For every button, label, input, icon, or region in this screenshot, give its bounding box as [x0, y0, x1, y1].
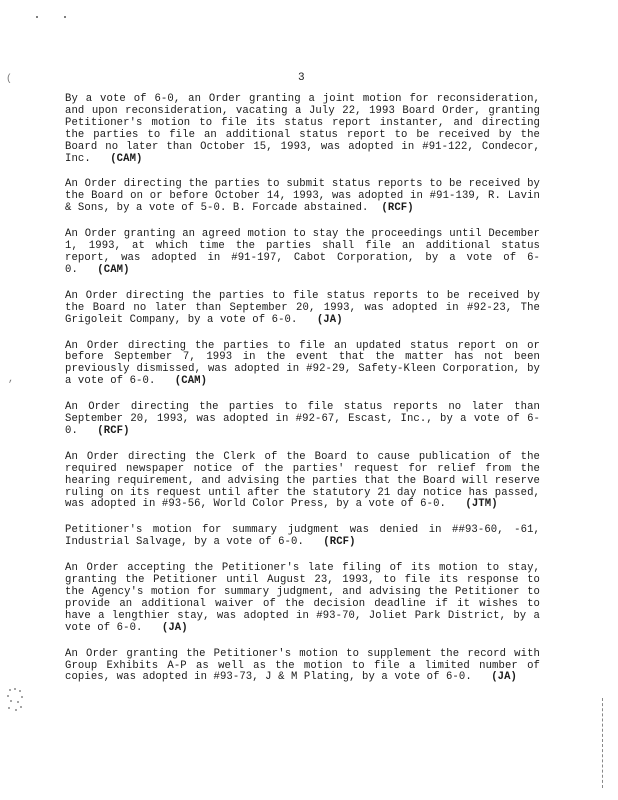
paragraph: An Order granting an agreed motion to stay the proceedings until December 1, 1993, at which time the parties shall file an additional status report, was adopted in #91-197, Cabot Corporation, by a vote of 6-0. (CAM) — [65, 228, 540, 276]
paragraph: An Order directing the parties to file an updated status report on or before September 7, 1993 in the event that the matter has not been previously dismissed, was adopted in #92-29, Safety-Kleen Corporation, by a vote of 6-0. (CAM) — [65, 339, 540, 388]
initials: (JTM) — [465, 498, 498, 511]
initials: (CAM) — [174, 375, 208, 388]
margin-mark: , — [8, 374, 15, 385]
paragraph: An Order directing the parties to submit status reports to be received by the Board on or before October 14, 1993, was adopted in #91-139, R. Lavin & Sons, by a vote of 5-0. B. Forcade abstained. (RCF) — [65, 178, 540, 215]
initials: (RCF) — [381, 202, 414, 215]
initials: (CAM) — [97, 263, 130, 276]
page-number: 3 — [298, 72, 305, 84]
initials: (RCF) — [97, 424, 130, 437]
initials: (JA) — [316, 313, 343, 326]
paragraph: By a vote of 6-0, an Order granting a joint motion for reconsideration, and upon reconsideration, vacating a July 22, 1993 Board Order, granting Petitioner's motion to file its status report instanter, and directing the parties to file an additional status report to be received by the Board no later than October 15, 1993, was adopted in #91-122, Condecor, Inc. (CAM) — [65, 93, 540, 165]
paragraph: An Order directing the Clerk of the Board to cause publication of the required newspaper notice of the parties' request for relief from the hearing requirement, and advising the parties that the Board will reserve ruling on its request until after the statutory 21 day notice has passed, was adopted in #93-56, World Color Press, by a vote of 6-0. (JTM) — [65, 450, 540, 511]
margin-mark: ( — [6, 74, 13, 85]
paragraph: An Order directing the parties to file status reports no later than September 20, 1993, was adopted in #92-67, Escast, Inc., by a vote of 6-0. (RCF) — [65, 401, 540, 437]
scan-speck — [36, 16, 38, 18]
initials: (RCF) — [323, 536, 356, 549]
scan-dots — [4, 686, 26, 716]
paragraph: Petitioner's motion for summary judgment was denied in ##93-60, -61, Industrial Salvage, by a vote of 6-0. (RCF) — [65, 524, 540, 549]
minutes-body — [65, 94, 540, 698]
initials: (JA) — [491, 671, 518, 684]
paragraph: An Order accepting the Petitioner's late filing of its motion to stay, granting the Petitioner until August 23, 1993, to file its response to the Agency's motion for summary judgment, and advising the Petitioner to provide an additional waiver of the decision deadline if it wishes to have a lengthier stay, was adopted in #93-70, Joliet Park District, by a vote of 6-0. (JA) — [65, 562, 540, 634]
initials: (CAM) — [110, 152, 143, 165]
scan-edge-line — [602, 698, 604, 788]
scan-speck — [64, 16, 66, 18]
paragraph: An Order directing the parties to file status reports to be received by the Board no later than September 20, 1993, was adopted in #92-23, The Grigoleit Company, by a vote of 6-0. (JA) — [65, 289, 540, 326]
paragraph: An Order granting the Petitioner's motion to supplement the record with Group Exhibits A-P as well as the motion to file a limited number of copies, was adopted in #93-73, J & M Plating, by a vote of 6-0. (JA) — [65, 647, 540, 684]
initials: (JA) — [161, 621, 188, 634]
